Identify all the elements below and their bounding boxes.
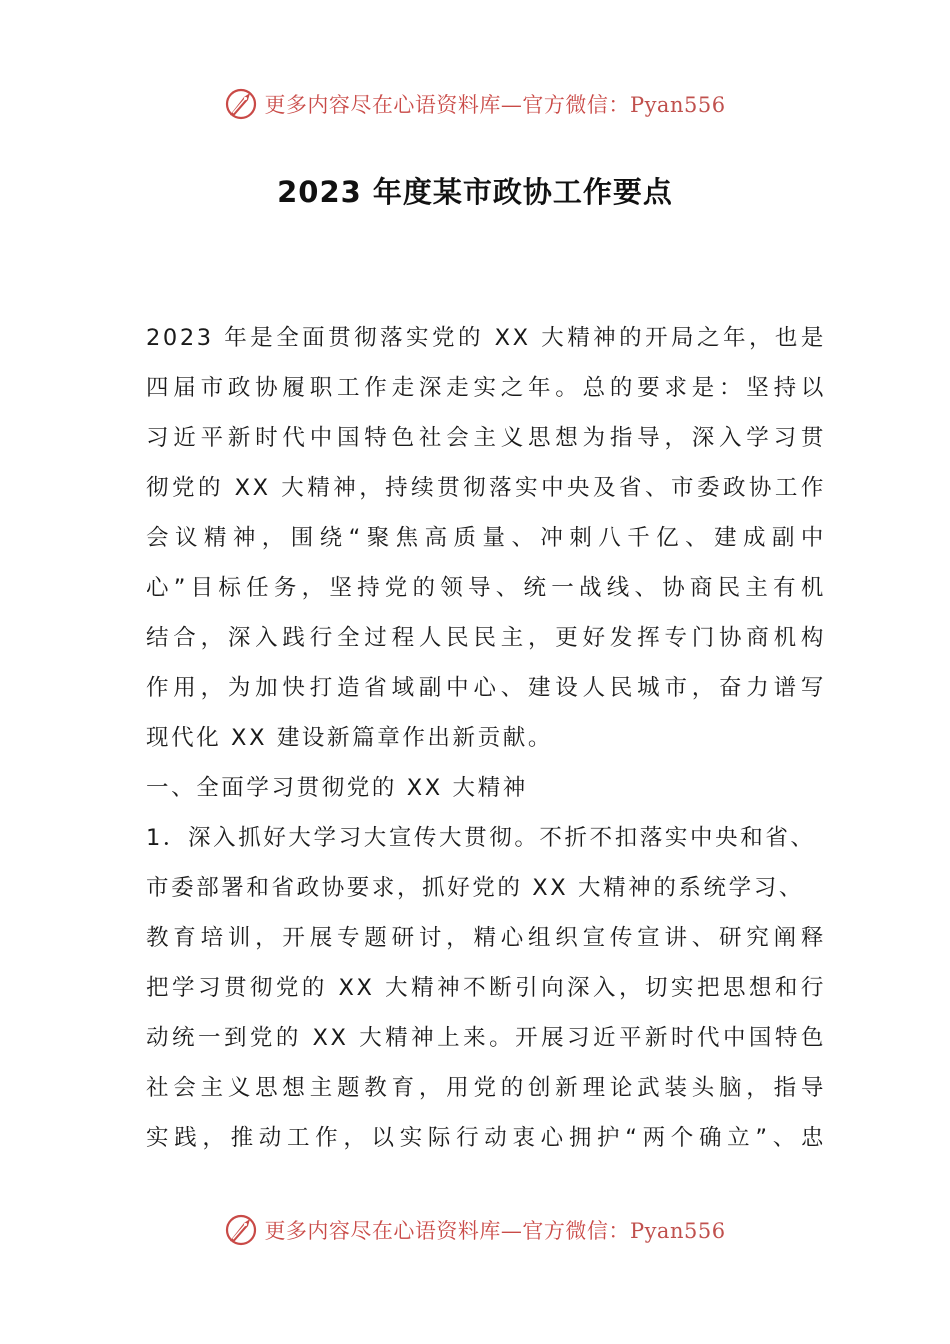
section-heading: 一、全面学习贯彻党的 XX 大精神	[146, 775, 528, 801]
document-title: 2023 年度某市政协工作要点	[277, 175, 673, 209]
body-line: 1．深入抓好大学习大宣传大贯彻。不折不扣落实中央和省、	[146, 825, 816, 851]
body-line: 结合，深入践行全过程人民民主，更好发挥专门协商机构	[146, 625, 826, 651]
pen-nib-logo-icon	[224, 87, 258, 121]
body-line: 会议精神，围绕“聚焦高质量、冲刺八千亿、建成副中	[146, 525, 826, 551]
body-line: 心”目标任务，坚持党的领导、统一战线、协商民主有机	[146, 575, 826, 601]
document-body	[146, 313, 826, 1163]
body-line: 社会主义思想主题教育，用党的创新理论武装头脑，指导	[146, 1075, 826, 1101]
body-line: 2023 年是全面贯彻落实党的 XX 大精神的开局之年，也是	[146, 325, 826, 351]
wechat-id: Pyan556	[629, 93, 726, 117]
watermark-text: 更多内容尽在心语资料库—官方微信：Pyan556	[264, 1219, 726, 1243]
watermark-banner-bottom	[0, 1210, 950, 1250]
body-line: 教育培训，开展专题研讨，精心组织宣传宣讲、研究阐释	[146, 925, 826, 951]
body-line: 作用，为加快打造省域副中心、建设人民城市，奋力谱写	[146, 675, 826, 701]
pen-nib-logo-icon	[224, 1213, 258, 1247]
wechat-id: Pyan556	[629, 1219, 726, 1243]
body-line: 把学习贯彻党的 XX 大精神不断引向深入，切实把思想和行	[146, 975, 826, 1001]
body-line: 市委部署和省政协要求，抓好党的 XX 大精神的系统学习、	[146, 875, 804, 901]
body-line: 现代化 XX 建设新篇章作出新贡献。	[146, 725, 553, 751]
watermark-banner-top	[0, 84, 950, 124]
watermark-text: 更多内容尽在心语资料库—官方微信：Pyan556	[264, 93, 726, 117]
body-line: 彻党的 XX 大精神，持续贯彻落实中央及省、市委政协工作	[146, 475, 826, 501]
body-line: 实践，推动工作，以实际行动衷心拥护“两个确立”、忠	[146, 1125, 826, 1151]
body-line: 动统一到党的 XX 大精神上来。开展习近平新时代中国特色	[146, 1025, 826, 1051]
body-line: 习近平新时代中国特色社会主义思想为指导，深入学习贯	[146, 425, 826, 451]
body-line: 四届市政协履职工作走深走实之年。总的要求是：坚持以	[146, 375, 826, 401]
